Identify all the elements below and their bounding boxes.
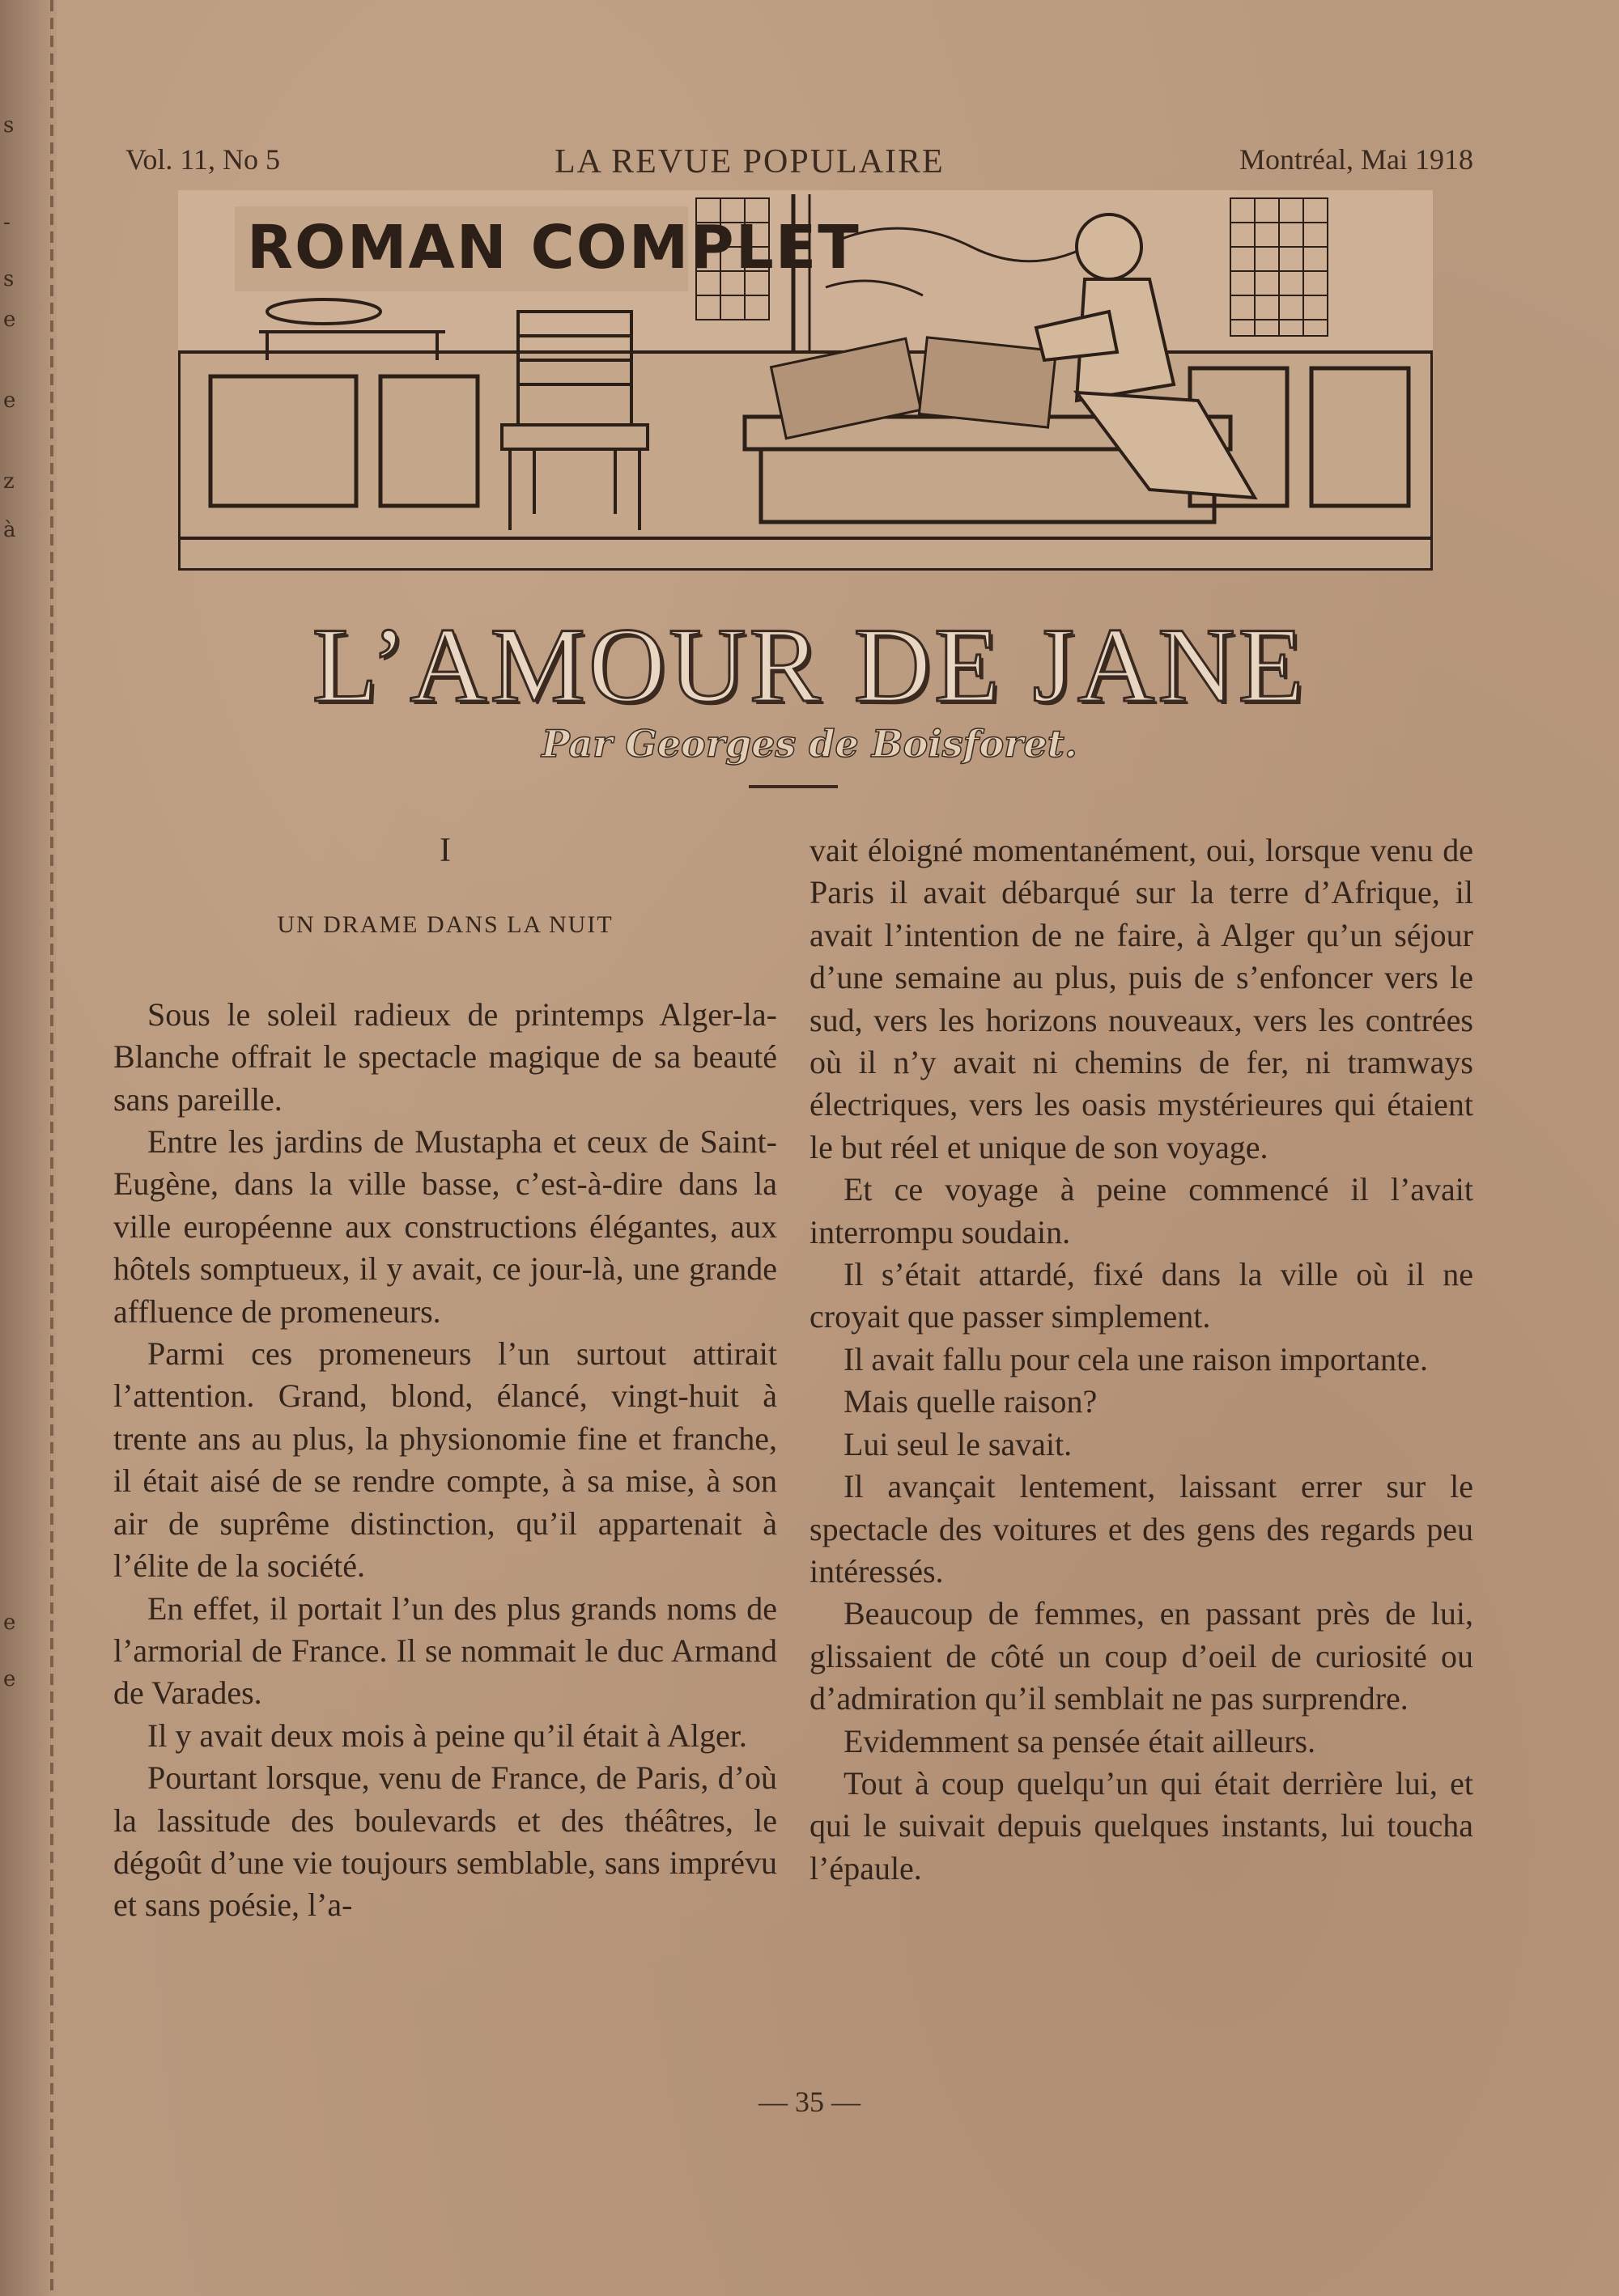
edge-letter: e bbox=[3, 1611, 16, 1635]
paragraph: Pourtant lorsque, venu de France, de Paris, d’où la lassitude des boulevards et des théâtres, le dégoût d’une vie toujours semblable, sans imprévu et sans poésie, l’a- bbox=[113, 1759, 777, 1924]
paragraph: Et ce voyage à peine commencé il l’avait interrompu soudain. bbox=[810, 1171, 1473, 1250]
edge-letter: s bbox=[3, 267, 15, 291]
volume-number: Vol. 11, No 5 bbox=[125, 143, 281, 176]
page-number: — 35 — bbox=[759, 2086, 860, 2118]
paragraph: Il s’était attardé, fixé dans la ville où il ne croyait que passer simplement. bbox=[810, 1256, 1473, 1335]
page-spine bbox=[0, 0, 57, 2296]
paragraph: Beaucoup de femmes, en passant près de lui, glissaient de côté un coup d’oeil de curiosité ou d’admiration qu’il semblait ne pas surprendre. bbox=[810, 1595, 1473, 1717]
spine-stitching bbox=[50, 0, 53, 2296]
paragraph: Entre les jardins de Mustapha et ceux de Saint-Eugène, dans la ville basse, c’est-à-dire dans la ville européenne aux constructions élégantes, aux hôtels somptueux, il y avait, ce jour-là, une grande affluence de promeneurs. bbox=[113, 1123, 777, 1330]
edge-letter: e bbox=[3, 1667, 16, 1691]
edge-letter: e bbox=[3, 308, 16, 332]
title-divider bbox=[749, 785, 838, 788]
paragraph: Il y avait deux mois à peine qu’il était à Alger. bbox=[147, 1717, 747, 1754]
edge-letter: e bbox=[3, 388, 16, 413]
text-column-left bbox=[113, 830, 777, 1927]
paragraph: Parmi ces promeneurs l’un surtout attirait l’attention. Grand, blond, élancé, vingt-huit à trente ans au plus, la physionomie fine et franche, il était aisé de se rendre compte, à sa mise, à son air de suprême distinction, qu’il appartenait à l’élite de la société. bbox=[113, 1335, 777, 1585]
paragraph: vait éloigné momentanément, oui, lorsque venu de Paris il avait débarqué sur la terre d’Afrique, il avait l’intention de ne faire, à Alger qu’un séjour d’une semaine au plus, puis de s’enfoncer vers le sud, vers les horizons nouveaux, vers les contrées où il n’y avait ni chemins de fer, ni tramways électriques, vers les oasis mystérieures qui étaient le but réel et unique de son voyage. bbox=[810, 832, 1473, 1165]
text-column-right bbox=[810, 830, 1473, 1890]
paragraph: Sous le soleil radieux de printemps Alger-la-Blanche offrait le spectacle magique de sa beauté sans pareille. bbox=[113, 995, 777, 1118]
paragraph: Il avait fallu pour cela une raison importante. bbox=[843, 1340, 1428, 1377]
edge-letter: s bbox=[3, 113, 15, 138]
place-date: Montréal, Mai 1918 bbox=[1239, 143, 1473, 176]
banner-label: ROMAN COMPLET bbox=[247, 213, 860, 282]
story-title: L’AMOUR DE JANE bbox=[312, 605, 1307, 724]
paragraph: Lui seul le savait. bbox=[843, 1425, 1073, 1462]
edge-letter: z bbox=[3, 469, 15, 494]
running-header bbox=[125, 142, 1473, 183]
paragraph: Mais quelle raison? bbox=[843, 1383, 1098, 1420]
paragraph: Evidemment sa pensée était ailleurs. bbox=[843, 1722, 1316, 1759]
paragraph: Il avançait lentement, laissant errer sur le spectacle des voitures et des gens des regards peu intéressés. bbox=[810, 1468, 1473, 1589]
edge-letter: - bbox=[3, 210, 11, 235]
paragraph: En effet, il portait l’un des plus grands noms de l’armorial de France. Il se nommait le duc Armand de Varades. bbox=[113, 1589, 777, 1712]
roman-complet-banner bbox=[178, 190, 1433, 571]
chapter-title: UN DRAME DANS LA NUIT bbox=[277, 911, 614, 939]
chapter-number: I bbox=[440, 832, 451, 869]
paragraph: Tout à coup quelqu’un qui était derrière lui, et qui le suivait depuis quelques instants, lui toucha l’épaule. bbox=[810, 1764, 1473, 1886]
edge-letter: à bbox=[3, 518, 16, 542]
publication-name: LA REVUE POPULAIRE bbox=[555, 143, 945, 180]
story-byline: Par Georges de Boisforet. bbox=[542, 722, 1077, 766]
